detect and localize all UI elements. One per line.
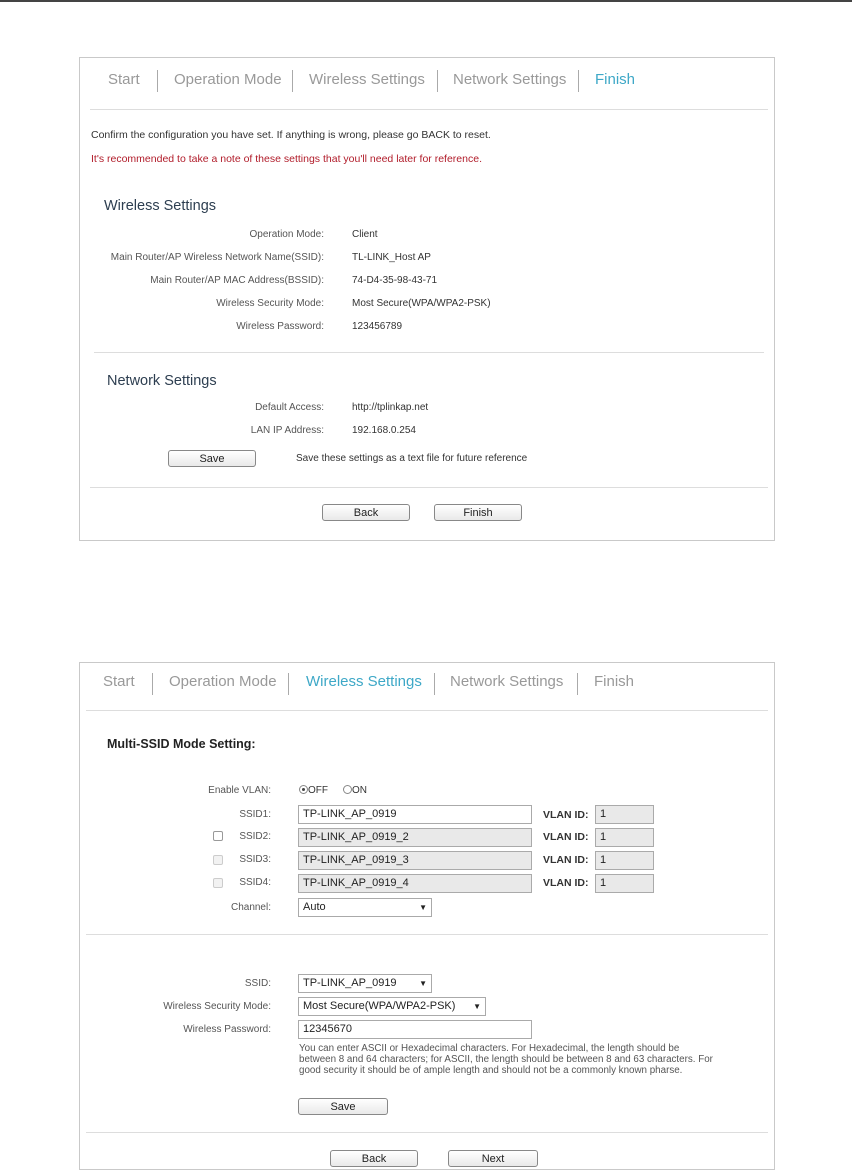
divider xyxy=(94,352,764,353)
chevron-down-icon: ▼ xyxy=(419,979,427,988)
ssid2-input[interactable]: TP-LINK_AP_0919_2 xyxy=(298,828,532,847)
divider xyxy=(86,934,768,935)
main-bssid-label: Main Router/AP MAC Address(BSSID): xyxy=(150,275,324,286)
step-network-settings[interactable]: Network Settings xyxy=(450,673,564,690)
wireless-password-value: 123456789 xyxy=(352,321,403,332)
ssid1-label: SSID1: xyxy=(239,809,271,820)
chevron-down-icon: ▼ xyxy=(419,903,427,912)
main-bssid-value: 74-D4-35-98-43-71 xyxy=(352,275,438,286)
ssid1-vlan-input[interactable]: 1 xyxy=(595,805,654,824)
step-wireless-settings[interactable]: Wireless Settings xyxy=(309,71,425,88)
ssid1-input[interactable]: TP-LINK_AP_0919 xyxy=(298,805,532,824)
wireless-password-label: Wireless Password: xyxy=(236,321,324,332)
step-operation-mode[interactable]: Operation Mode xyxy=(169,673,277,690)
vlan-off-radio[interactable] xyxy=(299,785,308,794)
step-divider xyxy=(288,673,289,695)
default-access-label: Default Access: xyxy=(255,402,324,413)
wireless-password-input[interactable]: 12345670 xyxy=(298,1020,532,1039)
finish-panel xyxy=(79,57,775,541)
ssid-select-value: TP-LINK_AP_0919 xyxy=(303,977,397,989)
finish-button[interactable]: Finish xyxy=(434,504,522,521)
security-mode-select[interactable] xyxy=(298,997,486,1016)
security-mode-value: Most Secure(WPA/WPA2-PSK) xyxy=(303,1000,456,1012)
ssid2-vlan-label: VLAN ID: xyxy=(543,831,589,843)
ssid4-vlan-label: VLAN ID: xyxy=(543,877,589,889)
back-button[interactable]: Back xyxy=(322,504,410,521)
ssid3-vlan-input[interactable]: 1 xyxy=(595,851,654,870)
ssid-select[interactable] xyxy=(298,974,432,993)
channel-label: Channel: xyxy=(230,902,271,913)
step-divider xyxy=(434,673,435,695)
security-mode-label: Wireless Security Mode: xyxy=(216,298,324,309)
wireless-settings-title: Wireless Settings xyxy=(104,198,217,214)
security-mode-label: Wireless Security Mode: xyxy=(163,1001,271,1012)
ssid4-vlan-input[interactable]: 1 xyxy=(595,874,654,893)
confirm-message: Confirm the configuration you have set. If anything is wrong, please go BACK to reset. xyxy=(91,129,491,141)
back-button[interactable]: Back xyxy=(330,1150,418,1167)
ssid3-checkbox[interactable] xyxy=(213,855,223,865)
wizard-steps xyxy=(80,58,774,110)
vlan-off-option[interactable] xyxy=(299,785,328,796)
vlan-on-radio[interactable] xyxy=(343,785,352,794)
step-divider xyxy=(437,70,438,92)
step-divider xyxy=(152,673,153,695)
step-finish[interactable]: Finish xyxy=(594,673,635,690)
network-settings-title: Network Settings xyxy=(107,373,217,389)
ssid4-label: SSID4: xyxy=(239,877,271,888)
operation-mode-label: Operation Mode: xyxy=(249,229,324,240)
main-ssid-value: TL-LINK_Host AP xyxy=(352,252,431,263)
divider xyxy=(90,109,768,110)
multi-ssid-panel xyxy=(79,662,775,1170)
ssid3-vlan-label: VLAN ID: xyxy=(543,854,589,866)
operation-mode-value: Client xyxy=(352,229,378,240)
ssid2-checkbox[interactable] xyxy=(213,831,223,841)
vlan-on-label: ON xyxy=(352,785,367,796)
lan-ip-label: LAN IP Address: xyxy=(250,425,324,436)
step-network-settings[interactable]: Network Settings xyxy=(453,71,567,88)
ssid3-label: SSID3: xyxy=(239,854,271,865)
step-start[interactable]: Start xyxy=(103,673,135,690)
default-access-value: http://tplinkap.net xyxy=(352,402,429,413)
ssid-select-label: SSID: xyxy=(244,978,271,989)
channel-value: Auto xyxy=(303,901,326,913)
ssid1-vlan-label: VLAN ID: xyxy=(543,809,589,821)
channel-select[interactable] xyxy=(298,898,432,917)
step-divider xyxy=(157,70,158,92)
step-start[interactable]: Start xyxy=(108,71,140,88)
main-ssid-label: Main Router/AP Wireless Network Name(SSID): xyxy=(110,252,324,263)
password-hint: You can enter ASCII or Hexadecimal characters. For Hexadecimal, the length should be between 8 and 64 characters; for ASCII, the length should be between 8 and 63 characters. For good security it should be of ample length and should not be a commonly known pharse. xyxy=(299,1043,713,1076)
save-hint: Save these settings as a text file for future reference xyxy=(296,453,528,464)
lan-ip-value: 192.168.0.254 xyxy=(352,425,416,436)
step-operation-mode[interactable]: Operation Mode xyxy=(174,71,282,88)
next-button[interactable]: Next xyxy=(448,1150,538,1167)
save-button[interactable]: Save xyxy=(298,1098,388,1115)
step-divider xyxy=(292,70,293,92)
ssid2-vlan-input[interactable]: 1 xyxy=(595,828,654,847)
note-message: It's recommended to take a note of these settings that you'll need later for reference. xyxy=(91,153,482,165)
step-divider xyxy=(578,70,579,92)
ssid3-input[interactable]: TP-LINK_AP_0919_3 xyxy=(298,851,532,870)
enable-vlan-label: Enable VLAN: xyxy=(208,785,271,796)
divider xyxy=(86,1132,768,1133)
divider xyxy=(90,487,768,488)
multi-ssid-title: Multi-SSID Mode Setting: xyxy=(107,737,256,751)
page-top-rule xyxy=(0,0,852,2)
step-finish[interactable]: Finish xyxy=(595,71,636,88)
step-divider xyxy=(577,673,578,695)
wireless-password-label: Wireless Password: xyxy=(183,1024,271,1035)
ssid4-checkbox[interactable] xyxy=(213,878,223,888)
security-mode-value: Most Secure(WPA/WPA2-PSK) xyxy=(352,298,491,309)
ssid2-label: SSID2: xyxy=(239,831,271,842)
chevron-down-icon: ▼ xyxy=(473,1002,481,1011)
vlan-on-option[interactable] xyxy=(343,785,367,796)
step-wireless-settings[interactable]: Wireless Settings xyxy=(306,673,422,690)
wizard-steps xyxy=(80,663,774,715)
vlan-off-label: OFF xyxy=(308,785,328,796)
divider xyxy=(86,710,768,711)
save-button[interactable]: Save xyxy=(168,450,256,467)
ssid4-input[interactable]: TP-LINK_AP_0919_4 xyxy=(298,874,532,893)
